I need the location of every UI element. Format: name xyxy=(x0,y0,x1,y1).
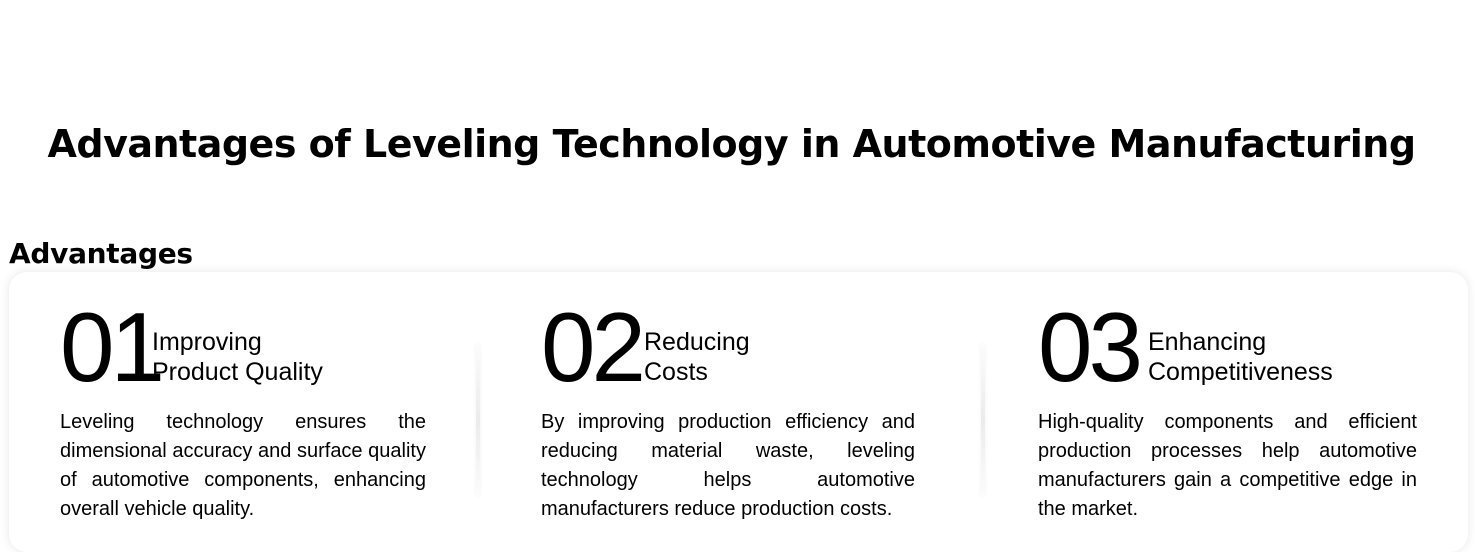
column-divider-2 xyxy=(981,344,985,496)
advantage-description-2: By improving production efficiency and reducing material waste, leveling technology helps automotive manufacturers reduce production costs. xyxy=(541,411,915,520)
column-divider-1 xyxy=(476,344,480,496)
advantage-heading-1-line-1: Improving xyxy=(152,328,262,356)
advantage-number-2: 02 xyxy=(541,292,643,402)
page-title: Advantages of Leveling Technology in Automotive Manufacturing xyxy=(47,122,1416,167)
section-title: Advantages xyxy=(9,237,193,271)
advantage-heading-3-line-1: Enhancing xyxy=(1148,328,1267,356)
advantage-heading-3 xyxy=(1148,327,1333,387)
advantage-number-1: 01 xyxy=(60,292,162,402)
advantage-header-2 xyxy=(541,292,915,402)
advantage-description-1: Leveling technology ensures the dimensional accuracy and surface quality of automotive components, enhancing overall vehicle quality. xyxy=(60,411,426,520)
advantage-heading-1-line-2: Product Quality xyxy=(152,358,323,386)
advantage-heading-2 xyxy=(644,327,750,387)
advantage-item-2 xyxy=(541,292,915,520)
advantages-card xyxy=(9,272,1468,552)
advantage-header-1 xyxy=(60,292,426,402)
advantage-item-1 xyxy=(60,292,426,520)
advantage-heading-2-line-1: Reducing xyxy=(644,328,750,356)
advantage-item-3 xyxy=(1038,292,1417,520)
advantage-heading-2-line-2: Costs xyxy=(644,358,708,386)
advantage-number-3: 03 xyxy=(1038,292,1140,402)
advantage-heading-1 xyxy=(152,327,323,387)
advantage-heading-3-line-2: Competitiveness xyxy=(1148,358,1333,386)
advantage-header-3 xyxy=(1038,292,1417,402)
advantage-description-3: High-quality components and efficient production processes help automotive manufacturers gain a competitive edge in the market. xyxy=(1038,411,1417,520)
